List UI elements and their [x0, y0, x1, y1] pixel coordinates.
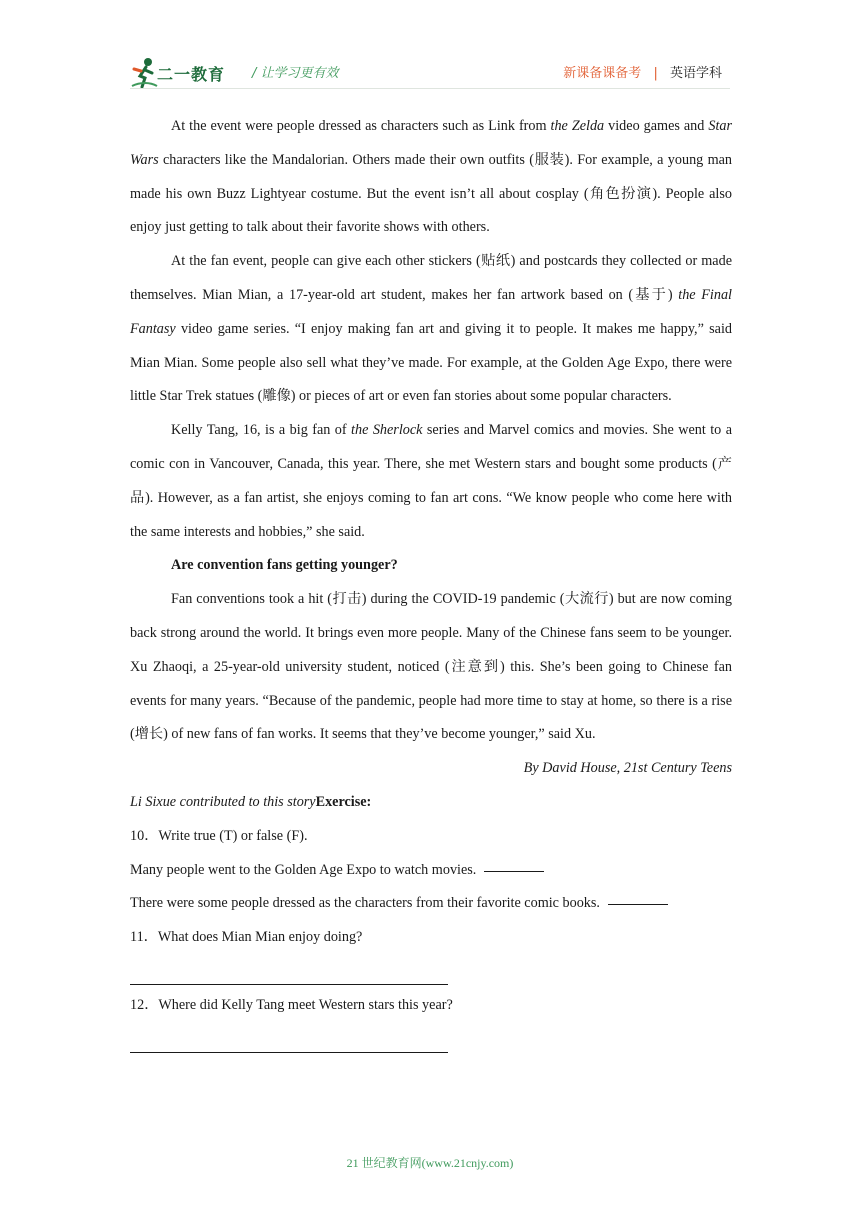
- paragraph-2: At the fan event, people can give each other stickers (贴纸) and postcards they collected or made themselves. Mian Mian, a 17-year-old art student, makes her fan artwork based on (基于) the Final Fantasy video game series. “I enjoy making fan art and giving it to people. It makes me happy,” said Mian Mian. Some people also sell what they’ve made. For example, at the Golden Age Expo, there were little Star Trek statues (雕像) or pieces of art or even fan stories about some popular characters.: [130, 253, 732, 405]
- answer-blank-1[interactable]: [484, 870, 544, 872]
- logo: [130, 56, 250, 90]
- question-10: 10．Write true (T) or false (F).: [130, 827, 308, 844]
- answer-line-11[interactable]: [130, 955, 732, 989]
- paragraph-1: At the event were people dressed as characters such as Link from the Zelda video games and Star Wars characters like the Mandalorian. Others made their own outfits (服装). For example, a young man made his own Buzz Lightyear costume. But the event isn’t all about cosplay (角色扮演). People also enjoy just getting to talk about their favorite shows with others.: [130, 118, 733, 236]
- question-12: 12．Where did Kelly Tang meet Western stars this year?: [130, 996, 453, 1013]
- tf-statement-1: Many people went to the Golden Age Expo to watch movies.: [130, 854, 732, 888]
- header-tag-subject: 英语学科: [669, 66, 722, 81]
- header-separator: |: [653, 66, 658, 81]
- header-tag-course: 新课备课备考: [563, 66, 642, 81]
- slogan: / 让学习更有效: [252, 66, 339, 81]
- page-header: [130, 56, 730, 90]
- answer-blank-2[interactable]: [608, 903, 668, 905]
- runner-logo-icon: [130, 56, 158, 90]
- question-11: 11．What does Mian Mian enjoy doing?: [130, 929, 363, 946]
- header-divider: [130, 88, 730, 89]
- contributor-line: [130, 786, 732, 820]
- article-body: [130, 110, 732, 1056]
- logo-text: 二一教育: [157, 65, 226, 84]
- paragraph-3: Kelly Tang, 16, is a big fan of the Sherlock series and Marvel comics and movies. She went to a comic con in Vancouver, Canada, this year. There, she met Western stars and bought some products (产品). However, as a fan artist, she enjoys coming to fan art cons. “We know people who come here with the same interests and hobbies,” she said.: [130, 422, 733, 540]
- tf-statement-2: There were some people dressed as the characters from their favorite comic books.: [130, 887, 732, 921]
- header-tags: [563, 62, 722, 81]
- paragraph-4: Fan conventions took a hit (打击) during the COVID-19 pandemic (大流行) but are now coming back strong around the world. It brings even more people. Many of the Chinese fans seem to be younger. Xu Zhaoqi, a 25-year-old university student, noticed (注意到) this. She’s been going to Chinese fan events for many years. “Because of the pandemic, people had more time to stay at home, so there is a rise (增长) of new fans of fan works. It seems that they’ve become younger,” said Xu.: [130, 591, 732, 743]
- answer-line-12[interactable]: [130, 1023, 732, 1057]
- exercise-label: Exercise:: [315, 793, 372, 810]
- page-footer: 21 世纪教育网(www.21cnjy.com): [346, 1156, 514, 1170]
- byline: By David House, 21st Century Teens: [523, 760, 732, 777]
- contributor: Li Sixue contributed to this story: [130, 793, 316, 810]
- section-heading: Are convention fans getting younger?: [171, 557, 398, 574]
